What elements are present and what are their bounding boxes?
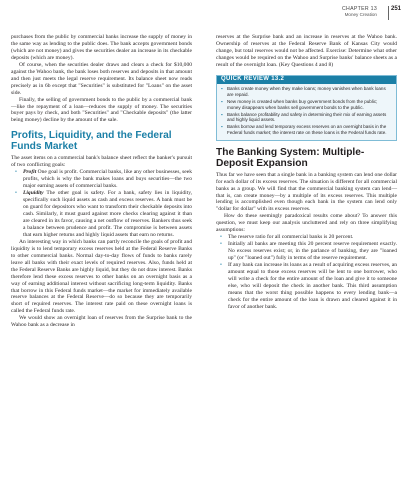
quick-review-list [217,84,396,139]
paragraph: The asset items on a commercial bank's balance sheet reflect the banker's pursuit of two conflicting goals: [11,155,192,169]
list-item [15,190,192,239]
term-profit: Profit [23,169,37,176]
list-item [15,169,192,190]
list-item: • The reserve ratio for all commercial banks is 20 percent. [220,234,397,241]
term-liquidity: Liquidity [23,190,44,197]
list-item-text: One goal is profit. Commercial banks, like any other businesses, seek profits, which is why the bank makes loans and buys securities—the two major earning assets of commercial banks. [23,169,192,190]
paragraph: Thus far we have seen that a single bank in a banking system can lend one dollar for each dollar of its excess reserves. The situation is different for all commercial banks as a group. We will find that the commercial banking system can lend—that is, can create money—by a multiple of its excess reserves. This multiple lending is accomplished even though each bank in the system can lend only "dollar for dollar" with its excess reserves. [216,171,397,213]
quick-review-title: QUICK REVIEW 13.2 [217,76,396,85]
paragraph: reserves at the Surprise bank and an increase in reserves at the Wahoo bank. Ownership of reserves at the Federal Reserve Bank of Kansas City would change, but total reserves would not be affected. Exercise: Determine what other changes would be required on the Wahoo and Surprise banks' balance sheets as a result of the overnight loan. (Key Questions 4 and 8) [216,34,397,68]
paragraph: How do these seemingly paradoxical results come about? To answer this question, we must keep our analysis uncluttered and rely on three simplifying assumptions: [216,213,397,234]
list-item: • If any bank can increase its loans as a result of acquiring excess reserves, an amount equal to those excess reserves will be lent to one borrower, who will write a check for the entire amount of the loan and give it to someone else, who will deposit the check in another bank. This third assumption means that the worst thing possible happens to every lending bank—a check for the entire amount of the loan is drawn and cleared against it in favor of another bank. [220,262,397,311]
chapter-label: CHAPTER 13 [342,6,377,12]
paragraph: purchases from the public by commercial banks increase the supply of money in the same way as lending to the public does. The bank accepts government bonds (which are not money) and gives the securities dealer an increase in its checkable deposits (which are money). [11,34,192,61]
list-item: • Initially all banks are meeting this 20 percent reserve requirement exactly. No excess reserves exist; or, in the parlance of banking, they are "loaned up" (or "loaned out") fully in terms of the reserve requirement. [220,241,397,262]
page-number: 251 [390,6,401,12]
section-heading-banking-system: The Banking System: Multiple-Deposit Expansion [216,146,365,169]
quick-review-item: ▪ Banks borrow and lend temporary excess reserves on an overnight basis in the Federal funds market; the interest rate on these loans is the Federal funds rate. [221,124,392,135]
quick-review-item: ▪ Banks create money when they make loans; money vanishes when bank loans are repaid. [221,86,392,97]
quick-review-item: ▪ Banks balance profitability and safety in determining their mix of earning assets and highly liquid assets. [221,112,392,123]
quick-review-item: ▪ New money is created when banks buy government bonds from the public; money disappears when banks sell government bonds to the public. [221,99,392,110]
left-column [11,34,192,329]
paragraph: We would show an overnight loan of reserves from the Surprise bank to the Wahoo bank as a decrease in [11,315,192,329]
paragraph: Of course, when the securities dealer draws and clears a check for $10,000 against the Wahoo bank, the bank loses both reserves and deposits in that amount and then just meets the legal reserve requirement. Its balance sheet now reads precisely as in 6b except that "Securities" is substituted for "Loans" on the asset side. [11,61,192,96]
paragraph: Finally, the selling of government bonds to the public by a commercial bank—like the repayment of a loan—reduces the supply of money. The securities buyer pays by check, and both "Securities" and "Checkable deposits" (the latter being money) decline by the amount of the sale. [11,96,192,124]
header-divider [388,6,389,20]
quick-review-box [216,75,397,141]
goals-list [11,169,192,239]
chapter-subtitle: Money Creation [344,12,377,17]
paragraph: An interesting way in which banks can partly reconcile the goals of profit and liquidity is to lend temporary excess reserves held at the Federal Reserve Banks to other commercial banks. Normal day-to-day flows of funds to banks rarely leave all banks with their exact levels of required reserves. Also, funds held at the Federal Reserve Banks are highly liquid, but they do not draw interest. Banks therefore lend these excess reserves to other banks on an overnight basis as a way of earning additional interest without sacrificing long-term liquidity. Banks that borrow in this Federal funds market—the market for immediately available reserve balances at the Federal Reserve—do so because they are temporarily short of required reserves. The interest rate paid on these overnight loans is called the Federal funds rate. [11,238,192,315]
assumptions-list [216,234,397,310]
right-column [216,34,397,311]
section-heading-profits: Profits, Liquidity, and the Federal Funds Market [11,130,172,153]
running-header [342,6,399,17]
list-item-text: The other goal is safety. For a bank, safety lies in liquidity, specifically such liquid assets as cash and excess reserves. A bank must be on guard for depositors who want to transform their checkable deposits into cash. Similarly, it must guard against more checks clearing against it than are cleared in its favor, causing a net outflow of reserves. Bankers thus seek a balance between prudence and profit. The compromise is between assets that earn higher returns and highly liquid assets that earn no returns. [23,190,192,238]
